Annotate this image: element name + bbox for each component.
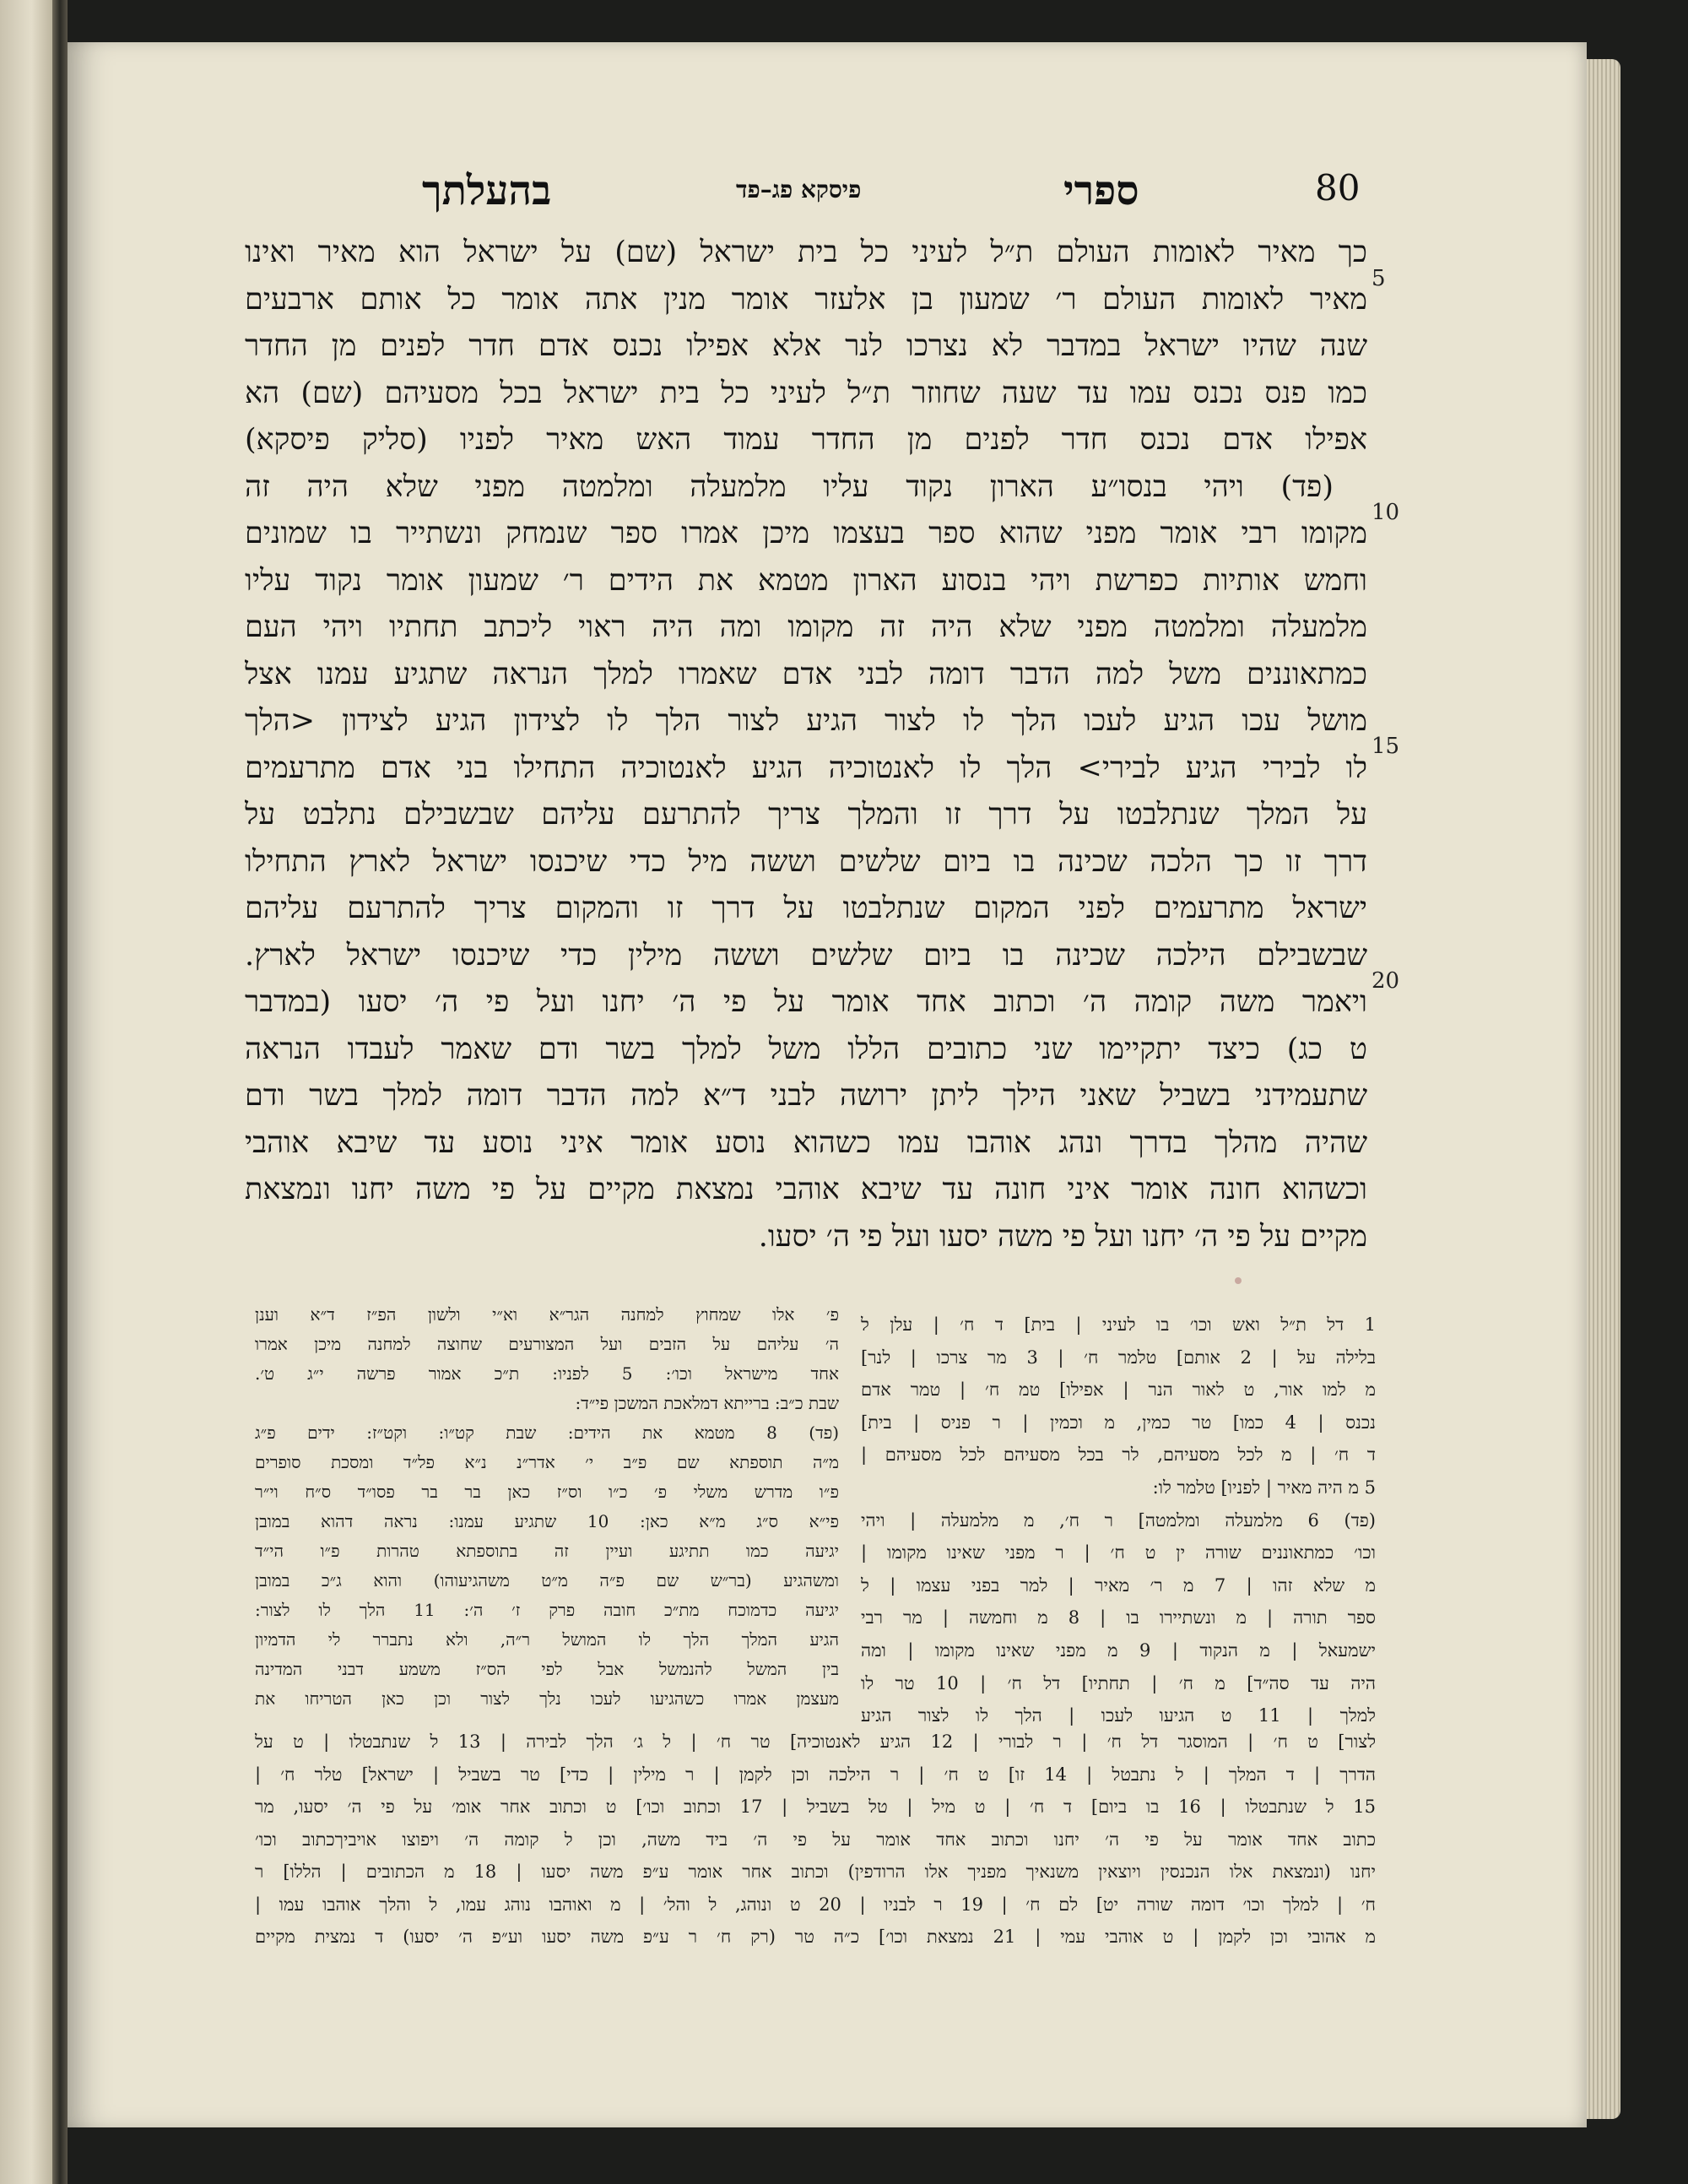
main-line: מאיר לאומות העולם ר׳ שמעון בן אלעזר אומר מנין אתה אומר כל אותם ארבעים (245, 282, 1367, 317)
main-line: שבשבילם הילכה שכינה בו ביום שלשים וששה מילין כדי שיכנסו ישראל לארץ. (245, 938, 1367, 973)
main-line: וכשהוא חונה אומר איני חונה עד שיבא אוהבי נמצאת מקיים על פי משה יחנו ונמצאת (245, 1173, 1367, 1206)
apparatus-line: למלך | 11 ט הגיעו לעכו | הלך לו לצור הגיע (861, 1705, 1376, 1726)
apparatus-line: פ׳ אלו שמחוץ למחנה הגר״א וא״י ולשון הפ״ז ד״א וענן (255, 1304, 839, 1325)
apparatus-line: ד ח׳ | מ לכל מסעיהם, לר בכל מסעיהם לכל מסעיהם | (861, 1444, 1376, 1466)
apparatus-line: הדרך | ד המלך | ל נתבטל | 14 זו] ט ח׳ | ר הילכה וכן לקמן | ר מילין | כדי] טר בשביל | ישראל] טלר ח׳ | (255, 1764, 1376, 1785)
page-number: 80 (1315, 167, 1361, 209)
main-line: שתעמידני בשביל שאני הילך ליתן ירושה לבני ד״א למה הדבר דומה למלך בשר ודם (245, 1079, 1367, 1113)
piska-range: פיסקא פג–פד (736, 176, 862, 203)
main-line: ויאמר משה קומה ה׳ וכתוב אחד אומר על פי ה׳ יחנו ועל פי ה׳ יסעו (במדבר (245, 985, 1367, 1019)
apparatus-line: ישמעאל | מ הנקוד | 9 מ מפני שאינו מקומו | ומה (861, 1639, 1376, 1661)
apparatus-line: מ אהובי וכן לקמן | ט אוהבי עמי | 21 נמצאת וכו׳] כ״ה טר (רק ח׳ ר ע״פ משה יסעו וע״פ ה׳ יסעו) ד נמצית מקיים (255, 1927, 1376, 1947)
apparatus-line: בין המשל להנמשל אבל לפי הס״ז משמע דבני המדינה (255, 1659, 839, 1679)
main-line: כך מאיר לאומות העולם ת״ל לעיני כל בית ישראל (שם) על ישראל הוא מאיר ואינו (245, 236, 1367, 269)
left-page-edge (0, 0, 52, 2184)
apparatus-line: הגיע המלך הלך לו המושל ר״ה, ולא נתברר לי הדמיון (255, 1629, 839, 1650)
main-line: מקיים על פי ה׳ יחנו ועל פי משה יסעו ועל פי ה׳ יסעו. (758, 1219, 1367, 1254)
apparatus-line: כתוב אחד אומר על פי ה׳ יחנו וכתוב אחד אומר על פי ה׳ ביד משה, וכן ל קומה ה׳ ויפוצו אויביךכתוב וכו׳ (255, 1829, 1376, 1850)
apparatus-line: (פד) 8 מטמא את הידים: שבת קט״ו: וקט״ז: ידים פ״ג (255, 1423, 839, 1443)
apparatus-line: (פד) 6 מלמעלה ומלמטה] ר ח׳, מ מלמעלה | ויהי (861, 1509, 1376, 1531)
main-text (245, 230, 1367, 1260)
main-line: מלמעלה ומלמטה מפני שלא היה זה מקומו ומה היה ראוי ליכתב תחתיו ויהי העם (245, 610, 1367, 644)
book-title: ספרי (1063, 167, 1139, 214)
main-line: דרך זו כך הלכה שכינה בו ביום שלשים וששה מיל כדי שיכנסו ישראל לארץ התחילו (245, 844, 1367, 879)
main-line: כמו פנס נכנס עמו עד שעה שחוזר ת״ל לעיני כל בית ישראל בכל מסעיהם (שם) הא (245, 376, 1367, 410)
apparatus-line: וכו׳ כמתאוננים שורה ין ט ח׳ | ר מפני שאינו מקומו | (861, 1542, 1376, 1563)
line-number-15: 15 (1372, 734, 1400, 759)
main-line: מושל עכו הגיע לעכו הלך לו לצור הגיע לצור הלך לו לצידון הגיע לצידון <הלך (245, 704, 1367, 738)
apparatus-line: מ״ה תוספתא שם פ״ב י׳ אדר״נ נ״א פל״ד ומסכת סופרים (255, 1452, 839, 1472)
apparatus-line: ה׳ עליהם על הזבים ועל המצורעים שחוצה למחנה מיכן אמרו (255, 1334, 839, 1354)
variants-apparatus-continued (255, 1726, 1376, 1954)
apparatus-line: ח׳ | למלך וכו׳ דומה שורה יט] לם ח׳ | 19 ר לבניו | 20 ט ונוהג, ל והל׳ | מ ואוהבו נוהג עמו, ל והלך אוהבו עמו | (255, 1894, 1376, 1915)
main-line: שנה שהיו ישראל במדבר לא נצרכו לנר אלא אפילו נכנס אדם חדר לפנים מן החדר (245, 329, 1367, 363)
apparatus-line: מ שלא זהו | 7 מ ר׳ מאיר | למר בפני עצמו | ל (861, 1574, 1376, 1596)
main-line: וחמש אותיות כפרשת ויהי בנסוע הארון מטמא את הידים ר׳ שמעון אומר נקוד עליו (245, 563, 1367, 598)
ink-speck (1235, 1277, 1242, 1284)
apparatus-line: ומשהגיע (בר״ש שם פ״ה מ״ט משהגיעוהו) והוא ג״כ במובן (255, 1570, 839, 1591)
apparatus-line: היה עד סה״ד] מ ח׳ | תחתיו] דל ח׳ | 10 טר לו (861, 1672, 1376, 1694)
apparatus-line: יחנו (ונמצאת אלו הנכנסין ויוצאין משנאיך מפניך אלו הרודפין) וכתוב אחר אומר ע״פ משה יסעו | 18 מ הכתובים | הללו] ר (255, 1862, 1376, 1882)
apparatus-line: 15 ל שנתבטלו | 16 בו ביום] ד ח׳ | ט מיל | טל בשביל | 17 וכתוב וכו׳] ט וכתוב אחר אומ׳ על פי ה׳ יסעו, מר (255, 1797, 1376, 1817)
book-page (68, 42, 1587, 2127)
main-line: לו לבירי הגיע לבירי> הלך לו לאנטוכיה הגיע לאנטוכיה התחילו בני אדם מתרעמים (245, 751, 1367, 785)
sources-apparatus (255, 1300, 839, 1714)
apparatus-line: יגיעה כדמוכח מת״כ חובה פרק ז׳ ה׳: 11 הלך לו לצור: (255, 1600, 839, 1620)
apparatus-line: אחד מישראל וכו׳: 5 לפניו: ת״כ אמור פרשה י״ג ט׳. (255, 1363, 839, 1384)
main-line: על המלך שנתלבטו על דרך זו והמלך צריך להתרעם עליהם שבשבילם נתלבט על (245, 798, 1367, 832)
main-line: כמתאוננים משל למה הדבר דומה לבני אדם שאמרו למלך הנראה שתגיע עמנו אצל (245, 657, 1367, 691)
apparatus-line: בלילה על | 2 אותם] טלמר ח׳ | 3 מר צרכו | לנר] (861, 1347, 1376, 1368)
apparatus-line: פי״א ס״ג מ״א כאן: 10 שתגיע עמנו: נראה דהוא במובן (255, 1511, 839, 1531)
main-line: (פד) ויהי בנסו״ע הארון נקוד עליו מלמעלה ומלמטה מפני שלא היה זה (245, 469, 1334, 504)
book-gutter (52, 0, 68, 2184)
parsha-title: בהעלתך (422, 167, 552, 214)
main-line: ישראל מתרעמים לפני המקום שנתלבטו על דרך זו והמקום צריך להתרעם עליהם (245, 891, 1367, 925)
apparatus-line: 1 דל ת״ל ואש וכו׳ בו לעיני | בית] ד ח׳ | עלן ל (861, 1314, 1376, 1335)
variants-apparatus (861, 1309, 1376, 1732)
apparatus-line: נכנס | 4 כמו] טר כמין, מ וכמין | ר פניס | בית] (861, 1412, 1376, 1433)
apparatus-line: יגיעה כמו תתיגע ועיין זה בתוספתא טהרות פ״ו הי״ד (255, 1541, 839, 1561)
line-number-20: 20 (1372, 968, 1400, 994)
apparatus-line: לצור] ט ח׳ | המוסגר דל ח׳ | ר לבורי | 12 הגיע לאנטוכיה] טר ח׳ | ל ג׳ הלך לבירה | 13 ל שנתבטלו | ט על (255, 1731, 1376, 1752)
running-header (68, 167, 1587, 218)
main-line: אפילו אדם נכנס חדר לפנים מן החדר עמוד האש מאיר לפניו (סליק פיסקא) (245, 423, 1367, 457)
apparatus-line: מ למו אור, ט לאור הנר | אפילו] טמ ח׳ | טמר אדם (861, 1379, 1376, 1401)
line-number-5: 5 (1372, 266, 1386, 291)
apparatus-line: מעצמן אמרו כשהגיעו לעכו נלך לצור וכן כאן הטריחו את (255, 1688, 839, 1709)
line-number-10: 10 (1372, 500, 1400, 525)
apparatus-line: 5 מ היה מאיר | לפניו] טלמר לו: (1152, 1477, 1376, 1498)
main-line: ט כג) כיצד יתקיימו שני כתובים הללו משל למלך בשר ודם שאמר לעבדו הנראה (245, 1032, 1367, 1066)
apparatus-line: ספר תורה | מ ונשתיירו בו | 8 מ וחמשה | מר רבי (861, 1607, 1376, 1629)
main-line: מקומו רבי אומר מפני שהוא ספר בעצמו מיכן אמרו ספר שנמחק ונשתייר בו שמונים (245, 517, 1367, 550)
main-line: שהיה מהלך בדרך ונהג אוהבו עמו כשהוא נוסע אומר איני נוסע עד שיבא אוהבי (245, 1125, 1367, 1160)
apparatus-line: פ״ו מדרש משלי פ׳ כ״ו וס״ז כאן בר בר פסו״ד ס״ח וי״ר (255, 1482, 839, 1502)
apparatus-line: שבת כ״ב: ברייתא דמלאכת המשכן פי״ד: (575, 1393, 839, 1413)
